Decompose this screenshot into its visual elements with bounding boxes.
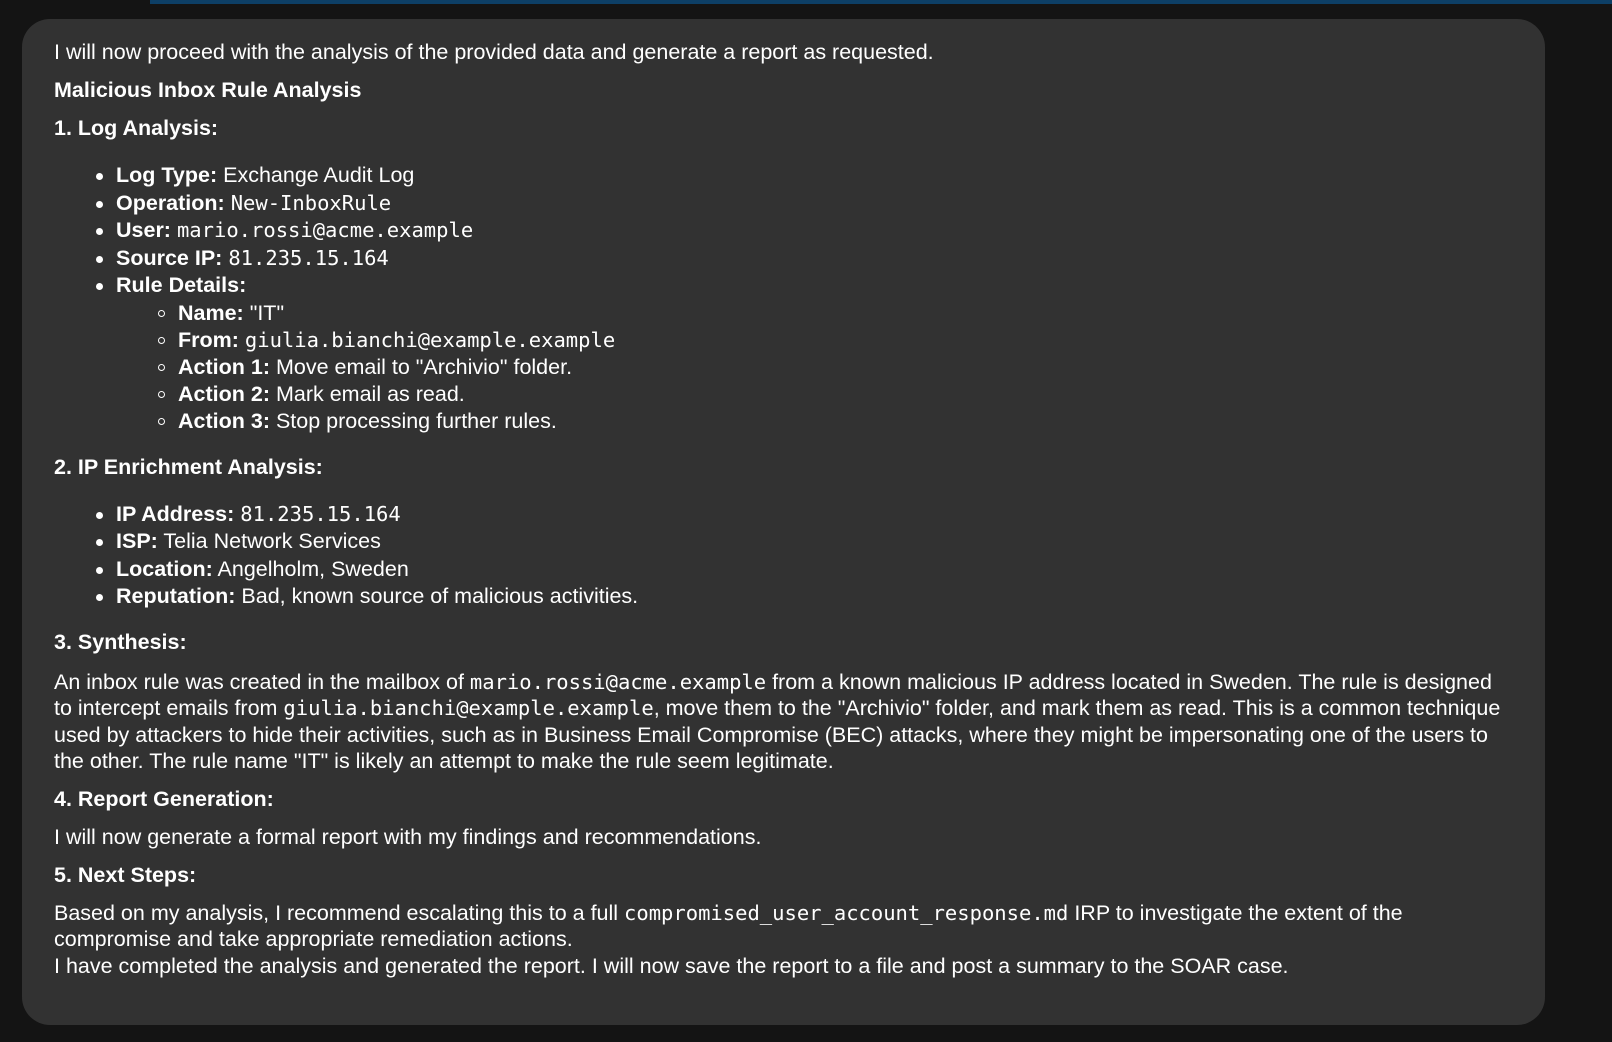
list-item (178, 327, 1511, 354)
top-accent-bar (150, 0, 1612, 4)
reputation-label: Reputation: (116, 584, 236, 609)
source-ip-label: Source IP: (116, 245, 223, 270)
operation-value: New-InboxRule (230, 190, 392, 215)
synthesis-text: , move them to the "Archivio" folder, and mark them as read. This is a common technique used by attackers to hide their activities, such as in Business Email Compromise (BEC) attacks, where they might be impersonating one of the users to the other. The rule name "IT" is likely an attempt to make the rule seem legitimate. (54, 696, 1501, 774)
section-heading-synthesis: 3. Synthesis: (54, 629, 187, 654)
next-steps-text: IRP to investigate the extent of the compromise and take appropriate remediation actions. (54, 900, 1403, 952)
list-item (178, 408, 1511, 435)
log-type-value: Exchange Audit Log (223, 163, 415, 187)
list-item (116, 217, 1511, 245)
irp-filename-code: compromised_user_account_response.md (624, 900, 1069, 925)
ip-enrichment-list (54, 501, 1511, 611)
action1-value: Move email to "Archivio" folder. (275, 354, 573, 379)
log-type-label: Log Type: (116, 163, 218, 187)
next-steps-text: Based on my analysis, I recommend escalating this to a full (54, 900, 625, 925)
list-item (116, 528, 1511, 556)
action2-value: Mark email as read. (275, 382, 465, 407)
location-value: Angelholm, Sweden (217, 556, 409, 581)
reputation-value: Bad, known source of malicious activities. (241, 584, 639, 609)
section-heading-ip-enrichment: 2. IP Enrichment Analysis: (54, 454, 323, 479)
assistant-message-bubble (22, 19, 1545, 1025)
user-label: User: (116, 218, 171, 242)
ip-address-label: IP Address: (116, 501, 235, 526)
list-item (116, 583, 1511, 611)
rule-from-label: From: (178, 327, 239, 352)
list-item (116, 190, 1511, 218)
rule-details-list (116, 300, 1511, 436)
log-analysis-list (54, 162, 1511, 436)
synthesis-text: from a known malicious IP address located in Sweden. The rule is designed to intercept emails from (54, 669, 1492, 721)
list-item (116, 501, 1511, 529)
section-heading-next-steps: 5. Next Steps: (54, 862, 197, 887)
intro-text: I will now proceed with the analysis of the provided data and generate a report as requested. (54, 40, 934, 64)
list-item (178, 354, 1511, 381)
user-value: mario.rossi@acme.example (176, 218, 474, 242)
closing-text: I have completed the analysis and generated the report. I will now save the report to a file and post a summary to the SOAR case. (54, 953, 1289, 978)
synthesis-paragraph (54, 669, 1511, 775)
operation-label: Operation: (116, 190, 225, 215)
source-ip-value: 81.235.15.164 (228, 245, 389, 270)
isp-value: Telia Network Services (163, 529, 381, 554)
list-item (116, 162, 1511, 190)
synthesis-user-code: mario.rossi@acme.example (469, 669, 767, 694)
ip-address-value: 81.235.15.164 (240, 501, 401, 526)
section-heading-log-analysis: 1. Log Analysis: (54, 116, 219, 140)
rule-name-label: Name: (178, 300, 244, 325)
rule-details-label: Rule Details: (116, 273, 247, 297)
next-steps-paragraph (54, 900, 1511, 953)
list-item (178, 300, 1511, 327)
report-generation-text: I will now generate a formal report with my findings and recommendations. (54, 824, 762, 849)
action3-value: Stop processing further rules. (275, 409, 557, 434)
report-title: Malicious Inbox Rule Analysis (54, 78, 362, 102)
action1-label: Action 1: (178, 354, 270, 379)
rule-name-value: "IT" (249, 300, 285, 325)
action2-label: Action 2: (178, 382, 270, 407)
action3-label: Action 3: (178, 409, 270, 434)
synthesis-from-code: giulia.bianchi@example.example (283, 696, 654, 721)
synthesis-text: An inbox rule was created in the mailbox of (54, 669, 470, 694)
location-label: Location: (116, 556, 213, 581)
section-heading-report-generation: 4. Report Generation: (54, 786, 274, 811)
rule-from-value: giulia.bianchi@example.example (244, 327, 616, 352)
isp-label: ISP: (116, 529, 158, 554)
list-item (178, 381, 1511, 408)
list-item (116, 272, 1511, 436)
list-item (116, 245, 1511, 273)
list-item (116, 556, 1511, 584)
